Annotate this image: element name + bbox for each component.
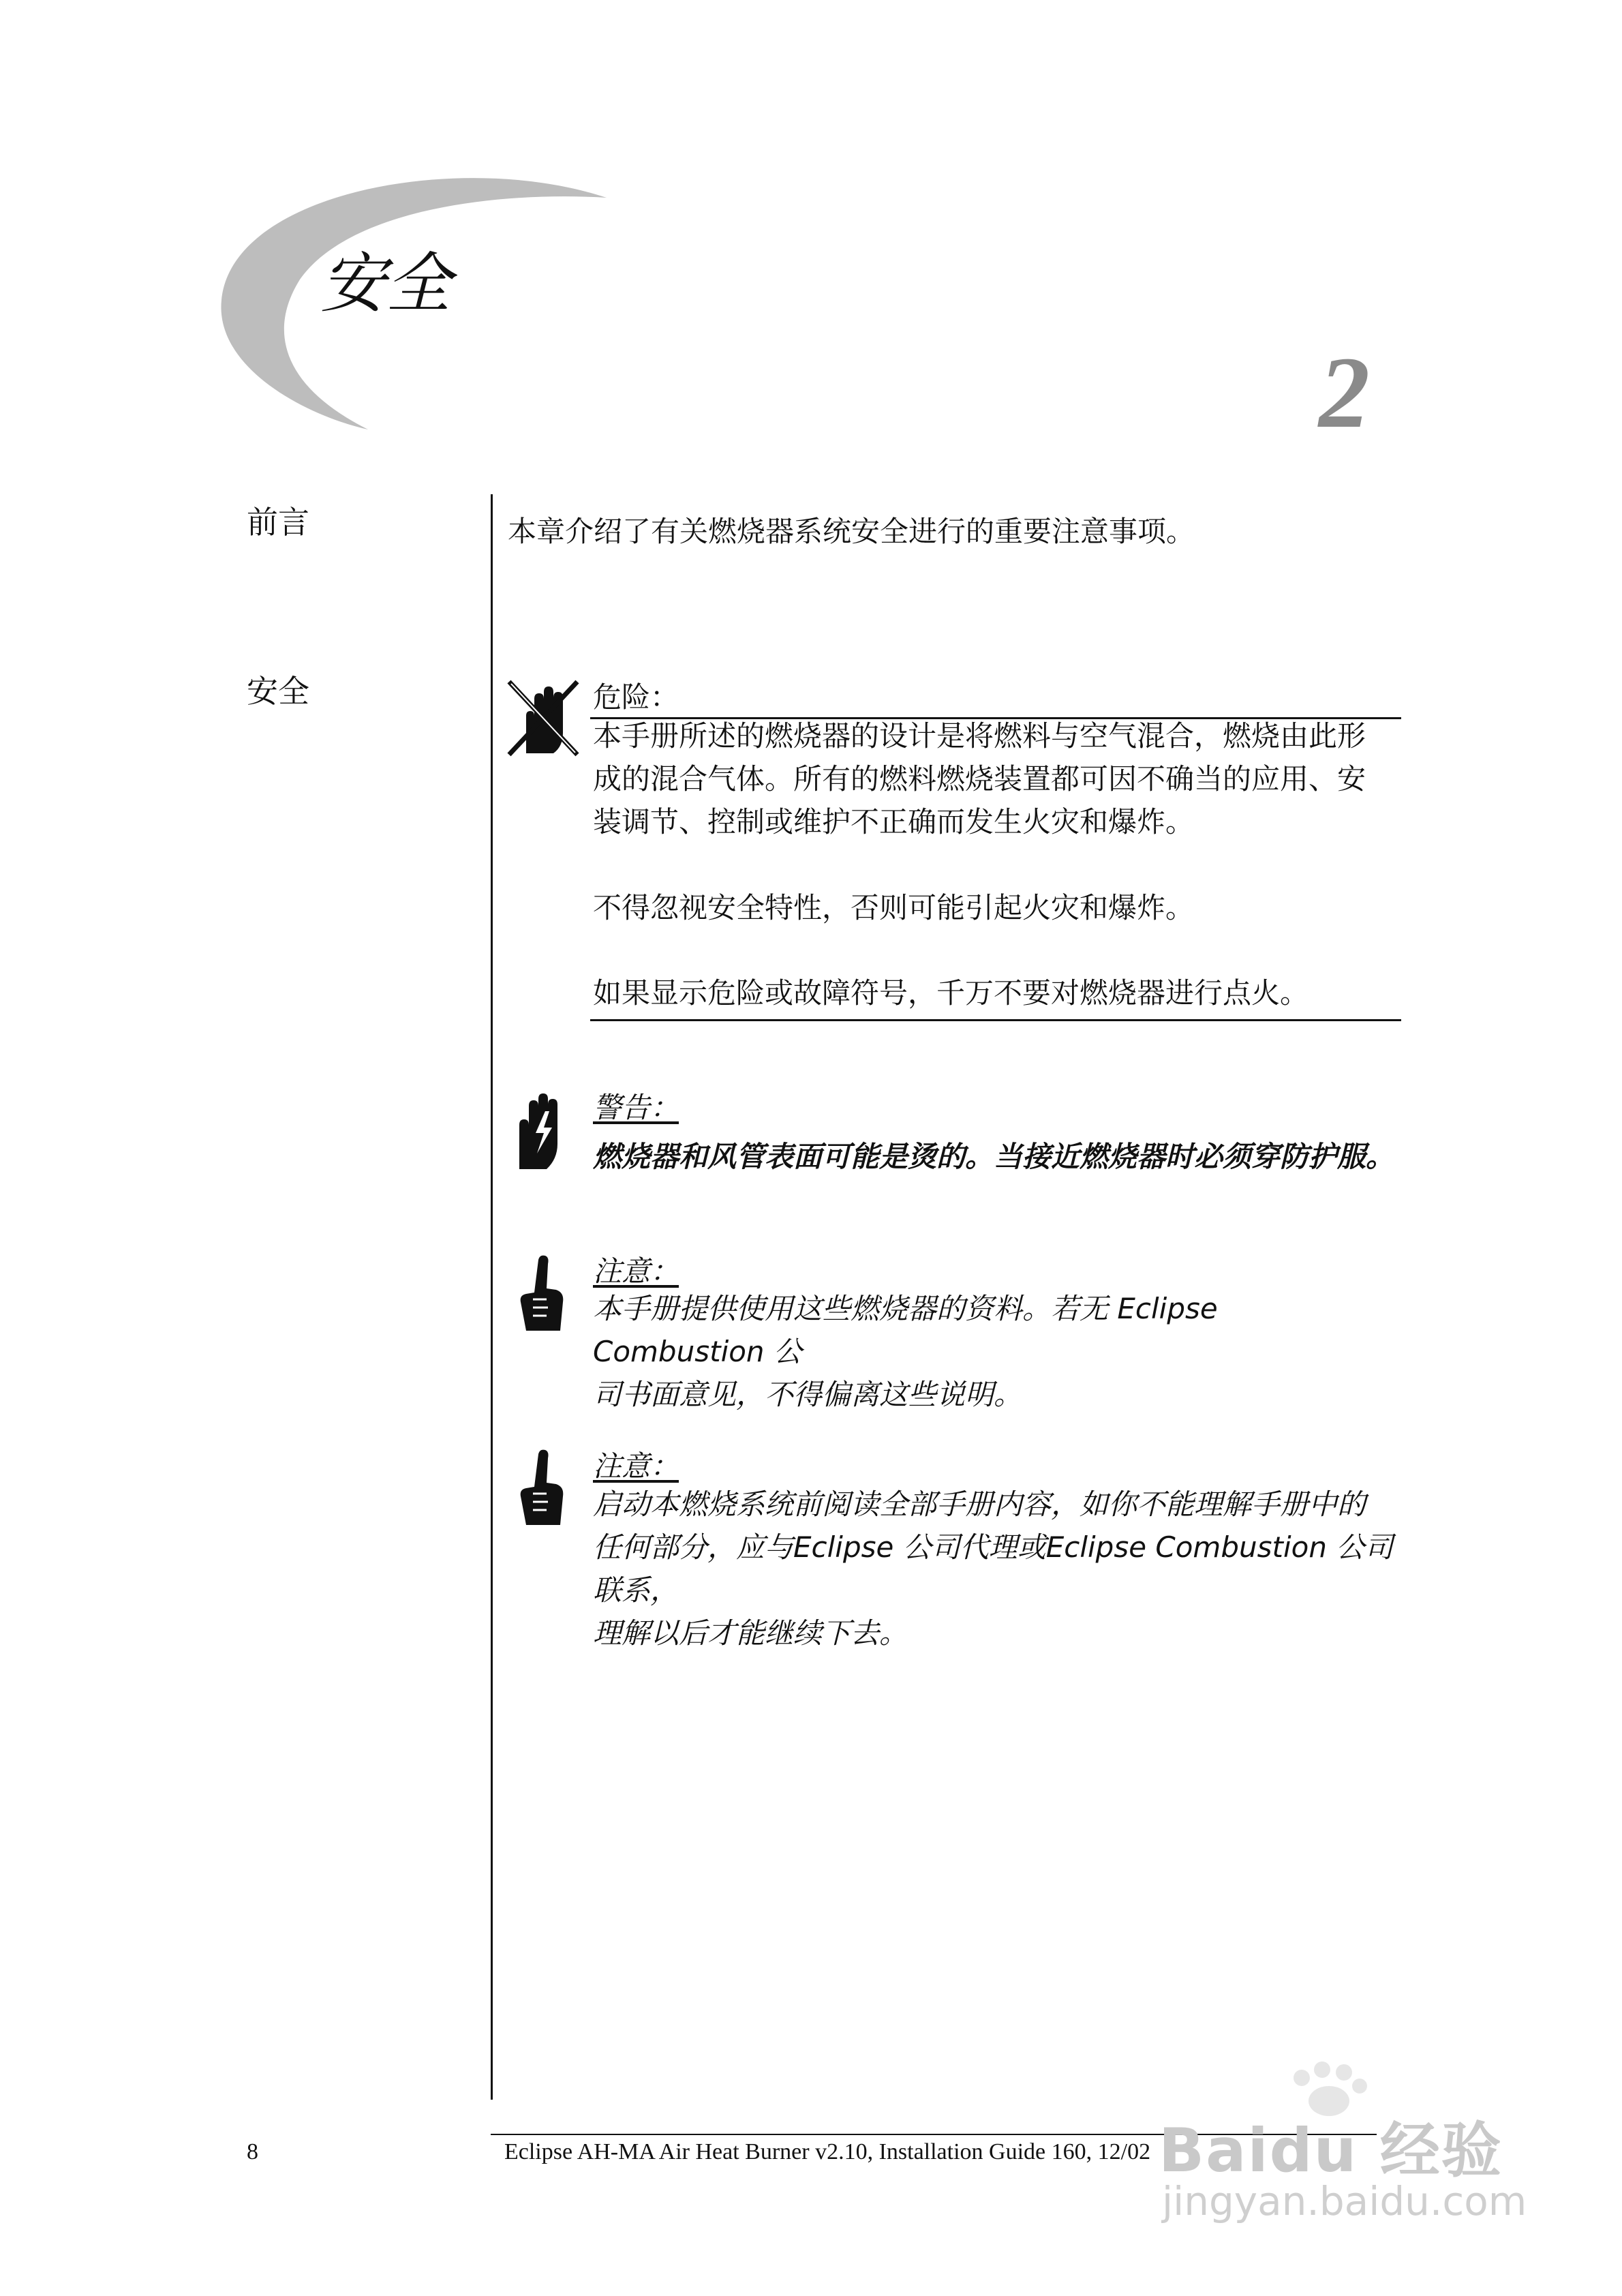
danger-hand-icon [506,678,581,760]
warning-hand-icon [506,1091,574,1173]
section-heading-preface: 前言 [247,504,309,541]
note2-line: 启动本燃烧系统前阅读全部手册内容，如你不能理解手册中的 [593,1487,1366,1521]
danger-body [593,714,1397,843]
watermark-url: jingyan.baidu.com [1162,2178,1527,2224]
note2-body [593,1483,1397,1655]
note-pointing-hand-icon [506,1254,574,1333]
preface-text: 本章介绍了有关燃烧器系统安全进行的重要注意事项。 [508,515,1195,548]
note-pointing-hand-icon [506,1449,574,1527]
warning-body: 燃烧器和风管表面可能是烫的。当接近燃烧器时必须穿防护服。 [593,1140,1395,1173]
page-number: 8 [247,2139,258,2164]
danger-safety-features-text: 不得忽视安全特性，否则可能引起火灾和爆炸。 [593,891,1195,924]
danger-line: 本手册所述的燃烧器的设计是将燃料与空气混合，燃烧由此形 [593,719,1366,753]
warning-title: 警告： [593,1091,679,1124]
watermark-brand: Baidu 经验 [1159,2115,1503,2186]
danger-ignition-text: 如果显示危险或故障符号，千万不要对燃烧器进行点火。 [593,976,1309,1010]
note1-line: 司书面意见，不得偏离这些说明。 [593,1378,1023,1411]
note1-title: 注意： [593,1254,679,1288]
footer-text: Eclipse AH-MA Air Heat Burner v2.10, Installation Guide 160, 12/02 [504,2139,1151,2164]
danger-line: 成的混合气体。所有的燃料燃烧装置都可因不确当的应用、安 [593,762,1366,796]
danger-line: 装调节、控制或维护不正确而发生火灾和爆炸。 [593,805,1195,839]
danger-rule-bottom [590,1019,1401,1021]
note1-body [593,1287,1397,1416]
vertical-divider [491,494,493,2100]
note1-line: 本手册提供使用这些燃烧器的资料。若无 Eclipse Combustion 公 [593,1292,1218,1368]
danger-title: 危险： [593,680,679,714]
note2-line: 任何部分，应与Eclipse 公司代理或Eclipse Combustion 公司联系， [593,1530,1394,1607]
chapter-title: 安全 [320,245,451,322]
note2-title: 注意： [593,1449,679,1483]
note2-line: 理解以后才能继续下去。 [593,1616,908,1650]
chapter-number: 2 [1319,336,1370,449]
section-heading-safety: 安全 [247,673,309,710]
